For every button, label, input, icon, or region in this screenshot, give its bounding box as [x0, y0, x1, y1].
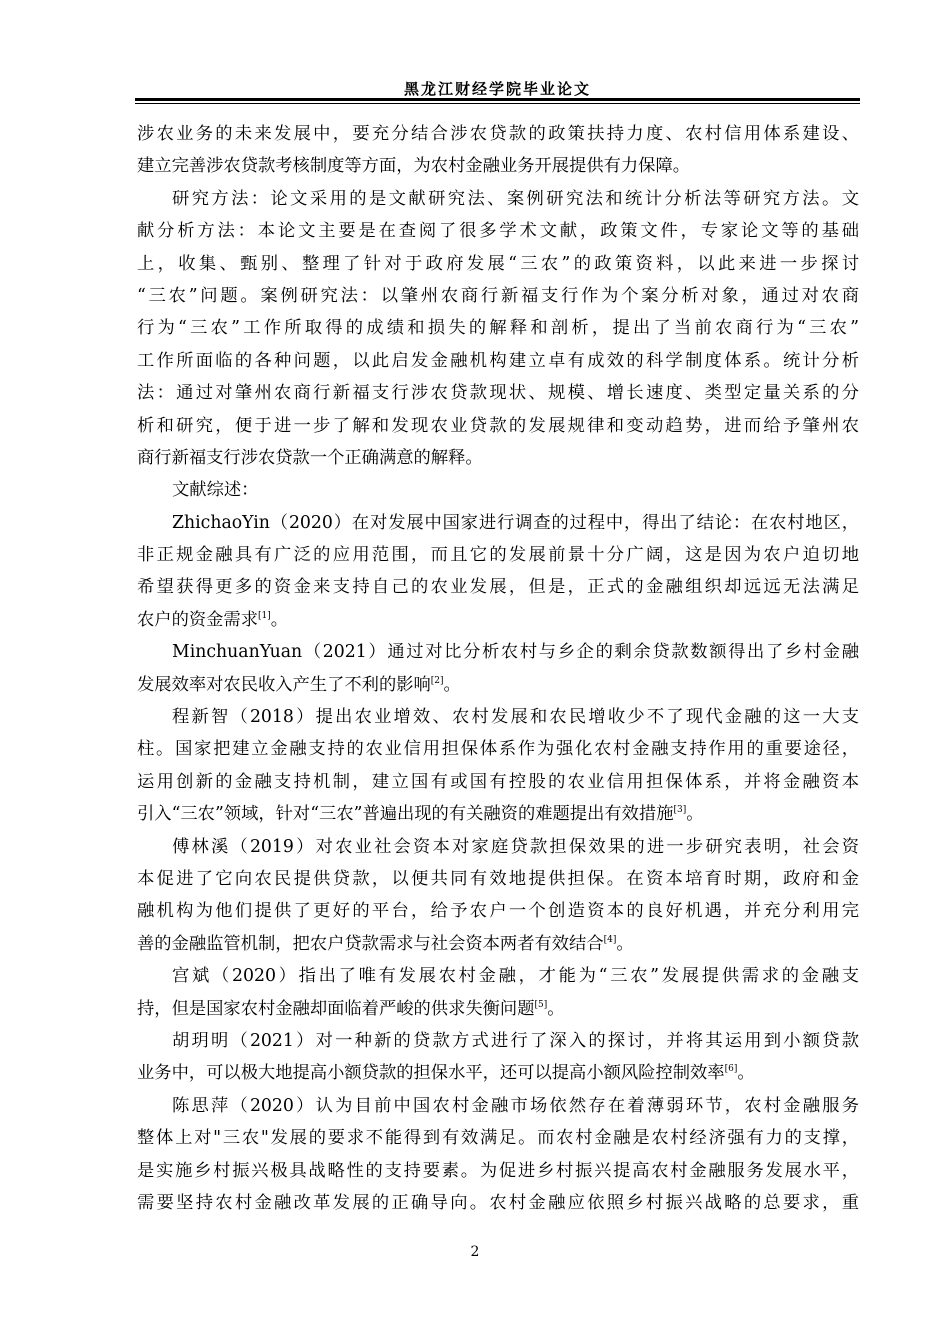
line-text: 陈思萍（2020）认为目前中国农村金融市场依然存在着薄弱环节，农村金融服务 — [172, 1095, 859, 1116]
line-text-tail: 。 — [686, 804, 704, 825]
line-text: 胡玥明（2021）对一种新的贷款方式进行了深入的探讨，并将其运用到小额贷款 — [172, 1030, 859, 1051]
text-line — [137, 539, 859, 571]
line-text: “三农”问题。案例研究法：以肇州农商行新福支行作为个案分析对象，通过对农商 — [137, 285, 859, 306]
line-text: 程新智（2018）提出农业增效、农村发展和农民增收少不了现代金融的这一大支 — [172, 707, 859, 728]
line-text: 商行新福支行涉农贷款一个正确满意的解释。 — [137, 447, 483, 468]
line-text: 运用创新的金融支持机制，建立国有或国有控股的农业信用担保体系，并将金融资本 — [137, 771, 859, 792]
text-line — [137, 118, 859, 150]
text-line — [137, 183, 859, 215]
text-line — [137, 280, 859, 312]
line-text: 是实施乡村振兴极具战略性的支持要素。为促进乡村振兴提高农村金融服务发展水平， — [137, 1160, 859, 1181]
text-line — [137, 960, 859, 992]
citation-ref: [3] — [673, 805, 687, 816]
text-line — [137, 895, 859, 927]
text-line — [137, 669, 859, 701]
line-text-tail: 。 — [547, 998, 565, 1019]
line-text: 非正规金融具有广泛的应用范围，而且它的发展前景十分广阔，这是因为农户迫切地 — [137, 545, 859, 566]
line-text: 整体上对"三农"发展的要求不能得到有效满足。而农村金融是农村经济强有力的支撑， — [137, 1128, 859, 1149]
line-text: 希望获得更多的资金来支持自己的农业发展，但是，正式的金融组织却远远无法满足 — [137, 577, 859, 598]
line-text: 法：通过对肇州农商行新福支行涉农贷款现状、规模、增长速度、类型定量关系的分 — [137, 383, 859, 404]
citation-ref: [2] — [430, 675, 444, 686]
text-line — [137, 636, 859, 668]
line-text: 持，但是国家农村金融却面临着严峻的供求失衡问题 — [137, 998, 535, 1019]
line-text: MinchuanYuan（2021）通过对比分析农村与乡企的剩余贷款数额得出了乡村金融 — [172, 642, 859, 663]
line-text: 工作所面临的各种问题，以此启发金融机构建立卓有成效的科学制度体系。统计分析 — [137, 350, 859, 371]
citation-ref: [6] — [724, 1064, 738, 1075]
line-text: 本促进了它向农民提供贷款，以便共同有效地提供担保。在资本培育时期，政府和金 — [137, 868, 859, 889]
header-rule-thick — [135, 98, 860, 101]
text-line — [137, 1057, 859, 1089]
text-line — [137, 345, 859, 377]
line-text: 善的金融监管机制，把农户贷款需求与社会资本两者有效结合 — [137, 933, 604, 954]
text-line — [137, 215, 859, 247]
header-rule-thin — [135, 103, 860, 104]
line-text-tail: 。 — [616, 933, 634, 954]
text-line — [137, 507, 859, 539]
text-line — [137, 571, 859, 603]
citation-ref: [5] — [534, 999, 548, 1010]
running-header: 黑龙江财经学院毕业论文 — [403, 80, 591, 98]
line-text: 文献综述： — [172, 480, 259, 501]
citation-ref: [1] — [257, 611, 271, 622]
text-line — [137, 1155, 859, 1187]
line-text: 上，收集、甄别、整理了针对于政府发展“三农”的政策资料，以此来进一步探讨 — [137, 253, 859, 274]
page-number: 2 — [470, 1244, 480, 1260]
text-line — [137, 312, 859, 344]
text-line — [137, 766, 859, 798]
text-line — [137, 474, 859, 506]
text-line — [137, 442, 859, 474]
text-line — [137, 150, 859, 182]
line-text: 引入“三农”领域，针对“三农”普遍出现的有关融资的难题提出有效措施 — [137, 804, 674, 825]
text-line — [137, 377, 859, 409]
line-text: 行为“三农”工作所取得的成绩和损失的解释和剖析，提出了当前农商行为“三农” — [137, 318, 859, 339]
line-text: 融机构为他们提供了更好的平台，给予农户一个创造资本的良好机遇，并充分利用完 — [137, 901, 859, 922]
line-text: 析和研究，便于进一步了解和发现农业贷款的发展规律和变动趋势，进而给予肇州农 — [137, 415, 859, 436]
text-line — [137, 1187, 859, 1219]
line-text-tail: 。 — [443, 674, 461, 695]
text-line — [137, 863, 859, 895]
text-line — [137, 701, 859, 733]
text-line — [137, 733, 859, 765]
line-text: 涉农业务的未来发展中，要充分结合涉农贷款的政策扶持力度、农村信用体系建设、 — [137, 124, 859, 144]
text-line — [137, 798, 859, 830]
text-line — [137, 1090, 859, 1122]
text-line — [137, 1025, 859, 1057]
text-line — [137, 604, 859, 636]
line-text: 农户的资金需求 — [137, 609, 258, 630]
line-text-tail: 。 — [737, 1063, 755, 1084]
text-line — [137, 831, 859, 863]
citation-ref: [4] — [603, 935, 617, 945]
line-text: 宫斌（2020）指出了唯有发展农村金融，才能为“三农”发展提供需求的金融支 — [172, 966, 859, 987]
text-line — [137, 248, 859, 280]
line-text: 研究方法：论文采用的是文献研究法、案例研究法和统计分析法等研究方法。文 — [172, 188, 859, 209]
text-line — [137, 410, 859, 442]
line-text: ZhichaoYin（2020）在对发展中国家进行调查的过程中，得出了结论：在农村地区， — [172, 512, 859, 533]
line-text: 业务中，可以极大地提高小额贷款的担保水平，还可以提高小额风险控制效率 — [137, 1063, 725, 1084]
text-line — [137, 1122, 859, 1154]
line-text: 献分析方法：本论文主要是在查阅了很多学术文献，政策文件，专家论文等的基础 — [137, 221, 859, 242]
line-text: 发展效率对农民收入产生了不利的影响 — [137, 674, 431, 695]
body-text — [137, 118, 859, 1219]
text-line — [137, 993, 859, 1025]
line-text: 需要坚持农村金融改革发展的正确导向。农村金融应依照乡村振兴战略的总要求，重 — [137, 1192, 859, 1213]
text-line — [137, 928, 859, 960]
line-text-tail: 。 — [270, 609, 289, 630]
line-text: 傅林溪（2019）对农业社会资本对家庭贷款担保效果的进一步研究表明，社会资 — [172, 836, 859, 857]
line-text: 建立完善涉农贷款考核制度等方面，为农村金融业务开展提供有力保障。 — [137, 156, 691, 177]
line-text: 柱。国家把建立金融支持的农业信用担保体系作为强化农村金融支持作用的重要途径， — [137, 739, 859, 760]
